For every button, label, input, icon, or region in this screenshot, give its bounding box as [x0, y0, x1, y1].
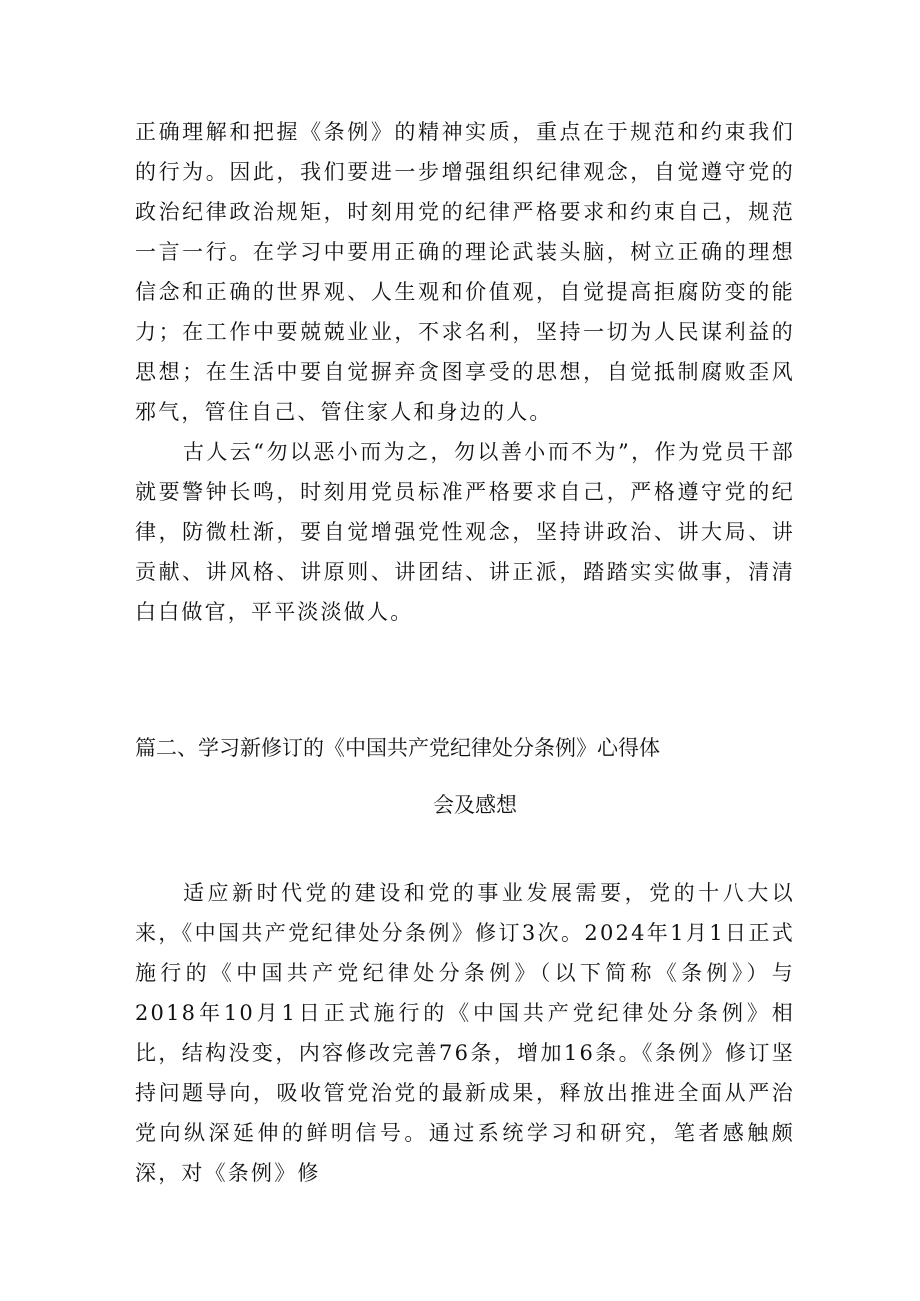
section-heading-line1: 篇二、学习新修订的《中国共产党纪律处分条例》心得体	[135, 736, 660, 760]
paragraph-intro: 适应新时代党的建设和党的事业发展需要，党的十八大以来，《中国共产党纪律处分条例》修订3次。2024年1月1日正式施行的《中国共产党纪律处分条例》（以下简称《条例》）与2018年10月1日正式施行的《中国共产党纪律处分条例》相比，结构没变，内容修改完善76条，增加16条。《条例》修订坚持问题导向，吸收管党治党的最新成果，释放出推进全面从严治党向纵深延伸的鲜明信号。通过系统学习和研究，笔者感触颇深，对《条例》修	[135, 881, 795, 1185]
body-text-bottom	[135, 873, 795, 1193]
paragraph-continued: 正确理解和把握《条例》的精神实质，重点在于规范和约束我们的行为。因此，我们要进一步增强组织纪律观念，自觉遵守党的政治纪律政治规矩，时刻用党的纪律严格要求和约束自己，规范一言一行。在学习中要用正确的理论武装头脑，树立正确的理想信念和正确的世界观、人生观和价值观，自觉提高拒腐防变的能力；在工作中要兢兢业业，不求名利，坚持一切为人民谋利益的思想；在生活中要自觉摒弃贪图享受的思想，自觉抵制腐败歪风邪气，管住自己、管住家人和身边的人。	[135, 120, 795, 424]
body-text-top	[135, 112, 795, 632]
section-heading-line2: 会及感想	[433, 793, 517, 817]
paragraph-ancient-saying: 古人云“勿以恶小而为之，勿以善小而不为”，作为党员干部就要警钟长鸣，时刻用党员标准严格要求自己，严格遵守党的纪律，防微杜渐，要自觉增强党性观念，坚持讲政治、讲大局、讲贡献、讲风格、讲原则、讲团结、讲正派，踏踏实实做事，清清白白做官，平平淡淡做人。	[135, 440, 795, 624]
